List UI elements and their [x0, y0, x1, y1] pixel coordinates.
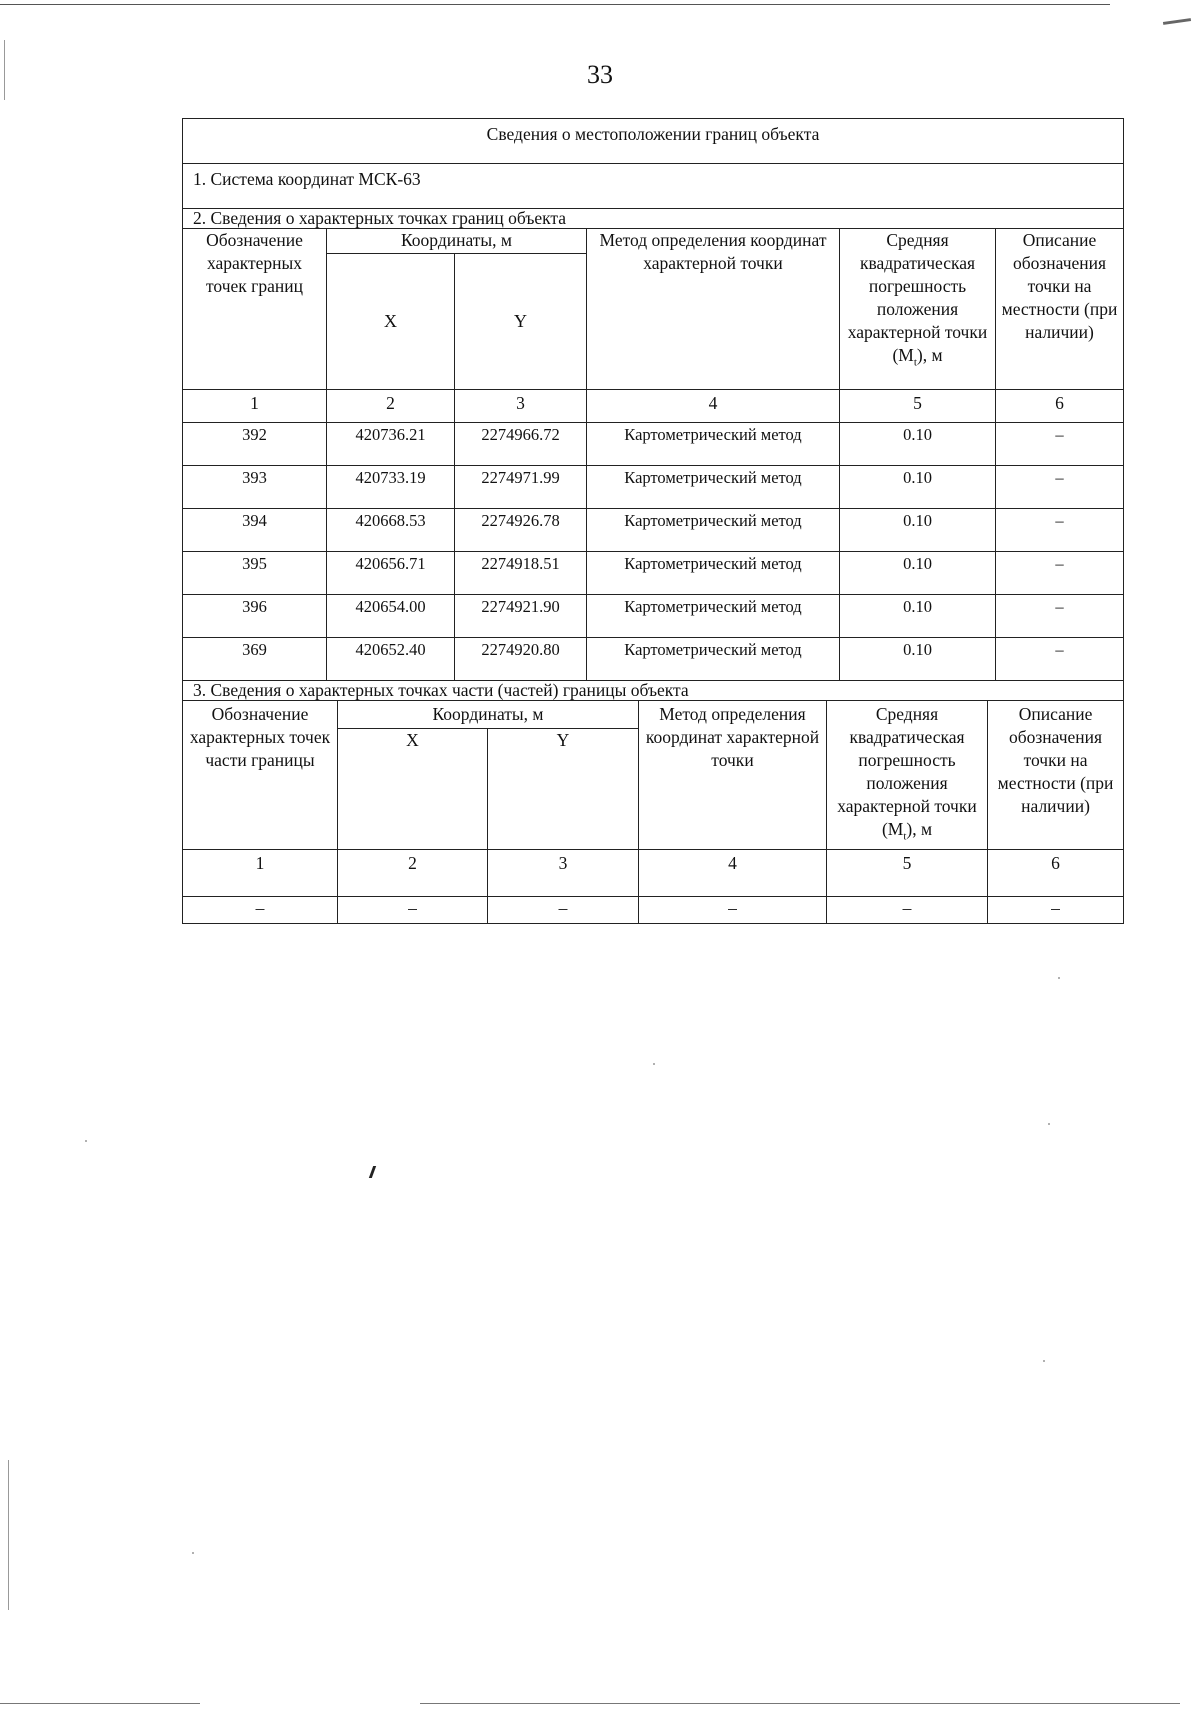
- coord-y: 2274920.80: [455, 638, 587, 681]
- column-number: 2: [327, 390, 455, 423]
- column-number: 1: [183, 390, 327, 423]
- column-number: 4: [639, 849, 827, 896]
- scan-speck: [85, 1140, 87, 1142]
- empty-cell: –: [338, 896, 488, 923]
- point-id: 392: [183, 423, 327, 466]
- empty-cell: –: [639, 896, 827, 923]
- page-number: 33: [587, 60, 613, 89]
- column-number: 2: [338, 849, 488, 896]
- column-number: 5: [840, 390, 996, 423]
- header-x: X: [327, 254, 455, 390]
- table-row: [183, 466, 1124, 509]
- description: –: [996, 638, 1124, 681]
- boundary-info-document: [182, 118, 1123, 924]
- error-value: 0.10: [840, 595, 996, 638]
- point-id: 395: [183, 552, 327, 595]
- column-number: 4: [587, 390, 840, 423]
- column-number: 6: [996, 390, 1124, 423]
- header-designation: Обозначение характерных точек части границы: [183, 701, 338, 850]
- scan-speck: [653, 1063, 655, 1065]
- coord-x: 420654.00: [327, 595, 455, 638]
- column-number-row: [183, 390, 1124, 423]
- header-x: X: [338, 729, 488, 849]
- column-number: 6: [988, 849, 1124, 896]
- description: –: [996, 466, 1124, 509]
- method: Картометрический метод: [587, 595, 840, 638]
- top-edge-line: [0, 4, 1110, 5]
- error-value: 0.10: [840, 423, 996, 466]
- bottom-edge-line: [0, 1703, 200, 1704]
- header-method: Метод определения координат характерной точки: [639, 701, 827, 850]
- error-value: 0.10: [840, 509, 996, 552]
- scan-speck: [1048, 1123, 1050, 1125]
- empty-cell: –: [488, 896, 639, 923]
- coord-y: 2274966.72: [455, 423, 587, 466]
- column-number: 1: [183, 849, 338, 896]
- column-number: 3: [488, 849, 639, 896]
- table-row: [183, 595, 1124, 638]
- coord-y: 2274926.78: [455, 509, 587, 552]
- error-value: 0.10: [840, 552, 996, 595]
- method: Картометрический метод: [587, 638, 840, 681]
- document-title: Сведения о местоположении границ объекта: [183, 119, 1124, 164]
- description: –: [996, 423, 1124, 466]
- coord-x: 420668.53: [327, 509, 455, 552]
- column-number: 3: [455, 390, 587, 423]
- header-y: Y: [488, 729, 639, 849]
- table-row: [183, 509, 1124, 552]
- method: Картометрический метод: [587, 509, 840, 552]
- bottom-edge-line: [420, 1703, 1180, 1704]
- error-value: 0.10: [840, 638, 996, 681]
- header-description: Описание обозначения точки на местности (при наличии): [996, 229, 1124, 390]
- coord-x: 420656.71: [327, 552, 455, 595]
- section-3-heading: 3. Сведения о характерных точках части (частей) границы объекта: [183, 681, 1124, 701]
- header-error: Средняя квадратическая погрешность положения характерной точки $(M_t)$, м: [827, 701, 988, 850]
- boundary-part-points-table: [182, 680, 1124, 924]
- empty-cell: –: [988, 896, 1124, 923]
- method: Картометрический метод: [587, 552, 840, 595]
- column-number: 5: [827, 849, 988, 896]
- coord-x: 420733.19: [327, 466, 455, 509]
- empty-cell: –: [827, 896, 988, 923]
- header-designation: Обозначение характерных точек границ: [183, 229, 327, 390]
- point-id: 394: [183, 509, 327, 552]
- table-row: [183, 552, 1124, 595]
- header-description: Описание обозначения точки на местности (при наличии): [988, 701, 1124, 850]
- coord-y: 2274921.90: [455, 595, 587, 638]
- scan-speck: [369, 1166, 376, 1178]
- coord-x: 420736.21: [327, 423, 455, 466]
- error-value: 0.10: [840, 466, 996, 509]
- method: Картометрический метод: [587, 466, 840, 509]
- section-2-heading: 2. Сведения о характерных точках границ объекта: [183, 209, 1124, 229]
- boundary-points-table: [182, 118, 1124, 681]
- coord-y: 2274918.51: [455, 552, 587, 595]
- scan-mark: [1163, 18, 1191, 25]
- description: –: [996, 552, 1124, 595]
- coord-y: 2274971.99: [455, 466, 587, 509]
- point-id: 369: [183, 638, 327, 681]
- coord-x: 420652.40: [327, 638, 455, 681]
- table-row: [183, 896, 1124, 923]
- description: –: [996, 509, 1124, 552]
- table-row: [183, 638, 1124, 681]
- header-method: Метод определения координат характерной точки: [587, 229, 840, 390]
- header-y: Y: [455, 254, 587, 390]
- table-row: [183, 423, 1124, 466]
- coordinate-system: 1. Система координат МСК-63: [183, 164, 1124, 209]
- header-error: Средняя квадратическая погрешность положения характерной точки $(M_t)$, м: [840, 229, 996, 390]
- description: –: [996, 595, 1124, 638]
- method: Картометрический метод: [587, 423, 840, 466]
- empty-cell: –: [183, 896, 338, 923]
- header-coordinates: Координаты, м: [338, 701, 639, 729]
- header-coordinates: Координаты, м: [327, 229, 587, 254]
- scan-speck: [192, 1552, 194, 1554]
- column-number-row: [183, 849, 1124, 896]
- point-id: 393: [183, 466, 327, 509]
- point-id: 396: [183, 595, 327, 638]
- scan-speck: [1058, 977, 1060, 979]
- scan-edge-line: [8, 1460, 9, 1610]
- scan-speck: [1043, 1360, 1045, 1362]
